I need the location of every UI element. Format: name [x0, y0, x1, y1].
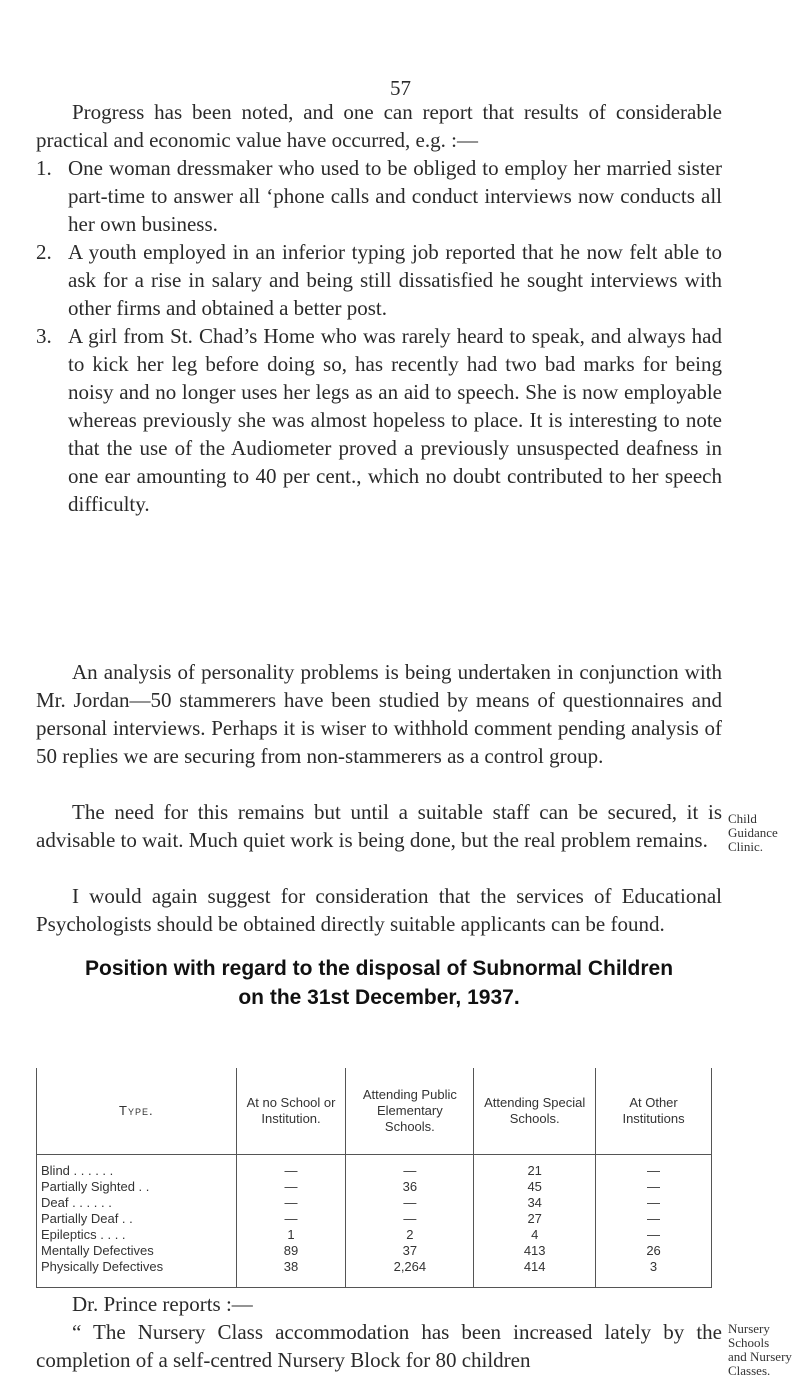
table-cell: Deaf . . . . . .	[37, 1195, 237, 1211]
table-cell: 34	[474, 1195, 596, 1211]
table-row	[37, 1155, 712, 1180]
table-cell: —	[236, 1155, 346, 1180]
examples-list	[36, 154, 722, 518]
table-cell: 27	[474, 1211, 596, 1227]
table-row	[37, 1195, 712, 1211]
table-cell: —	[346, 1155, 474, 1180]
table-heading-line-2: on the 31st December, 1937.	[238, 986, 520, 1009]
table-cell: 3	[596, 1259, 712, 1288]
column-header-no-school: At no School or Institution.	[236, 1068, 346, 1155]
table-cell: —	[236, 1179, 346, 1195]
prince-quote: “ The Nursery Class accommodation has been increased lately by the completion of a self-centred Nursery Block for 80 children	[36, 1320, 722, 1372]
margin-note-child-guidance: Child Guidance Clinic.	[728, 811, 778, 854]
table-cell: Partially Sighted . .	[37, 1179, 237, 1195]
suggestion-paragraph: I would again suggest for consideration that the services of Educational Psychologists should be obtained directly suitable applicants can be found.	[36, 884, 722, 936]
list-item-number: 2.	[36, 240, 52, 264]
table-cell: 413	[474, 1243, 596, 1259]
column-header-public-elementary: Attending Public Elementary Schools.	[346, 1068, 474, 1155]
table-cell: 89	[236, 1243, 346, 1259]
table-cell: Epileptics . . . .	[37, 1227, 237, 1243]
list-item-text: A youth employed in an inferior typing job reported that he now felt able to ask for a rise in salary and being still dissatisfied he sought interviews with other firms and obtained a better post.	[68, 240, 722, 320]
need-paragraph: The need for this remains but until a suitable staff can be secured, it is advisable to wait. Much quiet work is being done, but the real problem remains.	[36, 800, 722, 852]
table-header-row	[37, 1068, 712, 1155]
list-item-number: 1.	[36, 156, 52, 180]
table-row	[37, 1243, 712, 1259]
table-row	[37, 1227, 712, 1243]
table-cell: —	[236, 1195, 346, 1211]
margin-note-nursery: Nursery Schools and Nursery Classes.	[728, 1321, 792, 1378]
table-cell: —	[596, 1211, 712, 1227]
table-cell: 45	[474, 1179, 596, 1195]
table-cell: Physically Defectives	[37, 1259, 237, 1288]
table-cell: 2	[346, 1227, 474, 1243]
list-item-text: One woman dressmaker who used to be obliged to employ her married sister part-time to answer all ‘phone calls and conduct interviews now conducts all her own business.	[68, 156, 722, 236]
table-row	[37, 1179, 712, 1195]
analysis-paragraph: An analysis of personality problems is being undertaken in conjunction with Mr. Jordan—50 stammerers have been studied by means of questionnaires and personal interviews. Perhaps it is wiser to withhold comment pending analysis of 50 replies we are securing from non-stammerers as a control group.	[36, 660, 722, 768]
intro-paragraph: Progress has been noted, and one can report that results of considerable practical and economic value have occurred, e.g. :—	[36, 100, 722, 152]
table-cell: 26	[596, 1243, 712, 1259]
table-cell: —	[596, 1227, 712, 1243]
table-cell: —	[596, 1195, 712, 1211]
subnormal-children-table	[36, 1068, 712, 1288]
table-cell: Partially Deaf . .	[37, 1211, 237, 1227]
table-cell: —	[346, 1195, 474, 1211]
table-cell: Blind . . . . . .	[37, 1155, 237, 1180]
list-item	[36, 154, 722, 238]
table-row	[37, 1211, 712, 1227]
table-cell: 37	[346, 1243, 474, 1259]
table-cell: 2,264	[346, 1259, 474, 1288]
table-cell: Mentally Defectives	[37, 1243, 237, 1259]
table-cell: 1	[236, 1227, 346, 1243]
list-item-number: 3.	[36, 324, 52, 348]
list-item-text: A girl from St. Chad’s Home who was rarely heard to speak, and always had to kick her leg before doing so, has recently had two bad marks for being noisy and no longer uses her legs as an aid to speech. She is now employable whereas previously she was almost hopeless to place. It is interesting to note that the use of the Audiometer proved a previously unsuspected deafness in one ear amounting to 40 per cent., which no doubt contributed to her speech difficulty.	[68, 324, 722, 516]
table-cell: —	[346, 1211, 474, 1227]
table-cell: 21	[474, 1155, 596, 1180]
prince-intro: Dr. Prince reports :—	[72, 1292, 253, 1316]
table-heading-line-1: Position with regard to the disposal of Subnormal Children	[84, 957, 674, 980]
table-cell: —	[596, 1179, 712, 1195]
table-row	[37, 1259, 712, 1288]
list-item	[36, 238, 722, 322]
page-number: 57	[390, 76, 411, 100]
list-item	[36, 322, 722, 518]
table-cell: —	[236, 1211, 346, 1227]
column-header-type: Type.	[37, 1068, 237, 1155]
table-cell: —	[596, 1155, 712, 1180]
table-cell: 36	[346, 1179, 474, 1195]
column-header-other-institutions: At Other Institutions	[596, 1068, 712, 1155]
column-header-special-schools: Attending Special Schools.	[474, 1068, 596, 1155]
table-cell: 414	[474, 1259, 596, 1288]
table-cell: 4	[474, 1227, 596, 1243]
table-cell: 38	[236, 1259, 346, 1288]
